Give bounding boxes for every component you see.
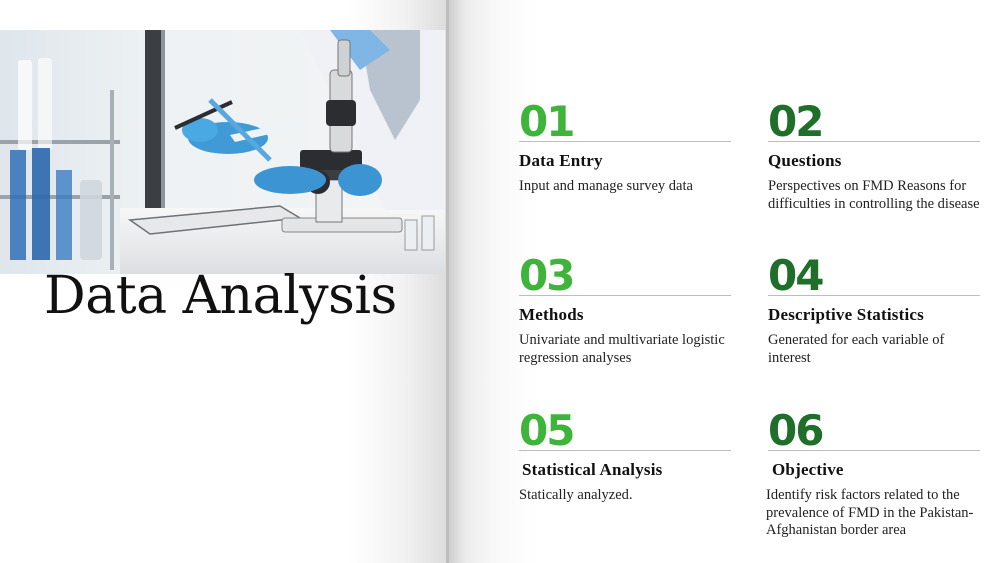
item-description: Generated for each variable of interest: [768, 332, 945, 366]
item-number: 01: [519, 97, 574, 146]
item-number: 04: [768, 251, 823, 300]
item-description: Perspectives on FMD Reasons for difficulties in controlling the disease: [768, 178, 980, 212]
item-number: 03: [519, 251, 574, 300]
item-title: Methods: [519, 305, 584, 324]
item-05: [519, 406, 734, 505]
item-title: Questions: [768, 151, 842, 170]
item-number: 05: [519, 406, 574, 455]
item-title: Objective: [772, 460, 844, 479]
page-title: Data Analysis: [44, 266, 397, 326]
item-01: [519, 97, 734, 196]
item-02: [768, 97, 983, 213]
book-spine: [446, 0, 449, 563]
item-title: Descriptive Statistics: [768, 305, 924, 324]
item-description: Univariate and multivariate logistic regression analyses: [519, 332, 725, 366]
item-04: [768, 251, 983, 367]
item-number: 02: [768, 97, 823, 146]
laboratory-photo: [0, 30, 445, 274]
item-06: [766, 406, 983, 540]
item-number: 06: [768, 406, 823, 455]
item-03: [519, 251, 734, 367]
item-description: Input and manage survey data: [519, 178, 693, 194]
item-description: Statically analyzed.: [519, 487, 633, 503]
item-description: Identify risk factors related to the prevalence of FMD in the Pakistan-Afghanistan border area: [766, 487, 974, 538]
item-title: Statistical Analysis: [522, 460, 663, 479]
item-title: Data Entry: [519, 151, 603, 170]
